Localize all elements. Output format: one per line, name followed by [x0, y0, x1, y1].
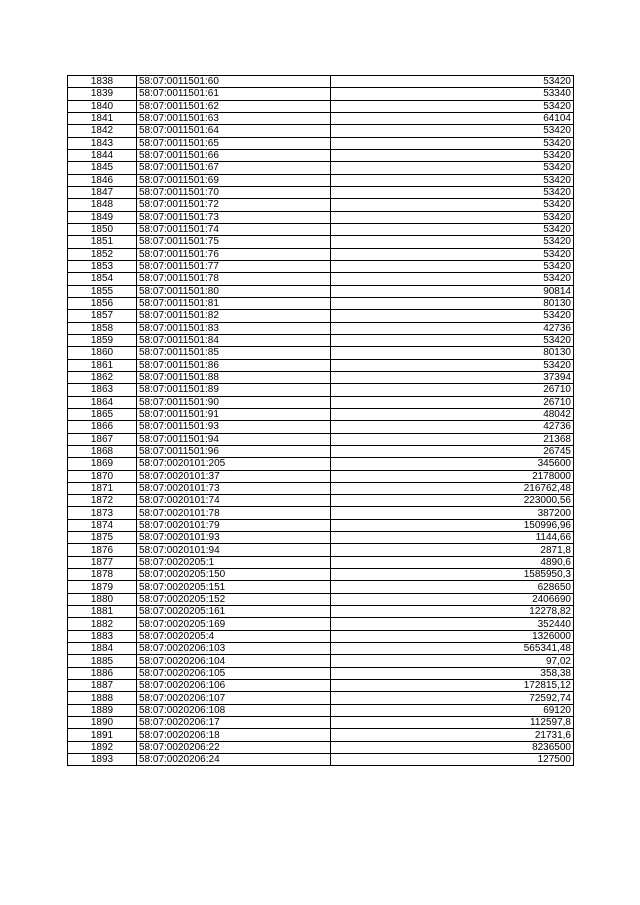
table-row: [68, 655, 574, 667]
row-number: 1862: [68, 371, 137, 383]
table-row: [68, 273, 574, 285]
value-cell: 21731,6: [331, 729, 574, 741]
row-number: 1874: [68, 519, 137, 531]
value-cell: 72592,74: [331, 692, 574, 704]
table-row: [68, 396, 574, 408]
row-number: 1838: [68, 76, 137, 88]
table-row: [68, 754, 574, 766]
table-row: [68, 581, 574, 593]
row-number: 1857: [68, 310, 137, 322]
value-cell: 90814: [331, 285, 574, 297]
table-row: [68, 211, 574, 223]
cadastral-number: 58:07:0020206:17: [137, 717, 331, 729]
table-row: [68, 174, 574, 186]
cadastral-number: 58:07:0011501:90: [137, 396, 331, 408]
cadastral-number: 58:07:0011501:74: [137, 223, 331, 235]
cadastral-number: 58:07:0020206:22: [137, 741, 331, 753]
table-row: [68, 162, 574, 174]
value-cell: 628650: [331, 581, 574, 593]
value-cell: 53420: [331, 199, 574, 211]
table-row: [68, 322, 574, 334]
value-cell: 53420: [331, 236, 574, 248]
table-row: [68, 507, 574, 519]
value-cell: 127500: [331, 754, 574, 766]
row-number: 1873: [68, 507, 137, 519]
value-cell: 53420: [331, 162, 574, 174]
table-row: [68, 433, 574, 445]
row-number: 1878: [68, 569, 137, 581]
value-cell: 223000,56: [331, 495, 574, 507]
cadastral-number: 58:07:0011501:61: [137, 88, 331, 100]
cadastral-number: 58:07:0020101:74: [137, 495, 331, 507]
cadastral-number: 58:07:0020205:152: [137, 593, 331, 605]
row-number: 1860: [68, 347, 137, 359]
cadastral-number: 58:07:0011501:78: [137, 273, 331, 285]
table-row: [68, 137, 574, 149]
table-row: [68, 421, 574, 433]
value-cell: 53420: [331, 211, 574, 223]
cadastral-number: 58:07:0011501:77: [137, 260, 331, 272]
value-cell: 4890,6: [331, 556, 574, 568]
row-number: 1852: [68, 248, 137, 260]
value-cell: 387200: [331, 507, 574, 519]
row-number: 1881: [68, 606, 137, 618]
table-row: [68, 717, 574, 729]
cadastral-number: 58:07:0020205:4: [137, 630, 331, 642]
value-cell: 12278,82: [331, 606, 574, 618]
row-number: 1867: [68, 433, 137, 445]
value-cell: 216762,48: [331, 482, 574, 494]
cadastral-number: 58:07:0011501:83: [137, 322, 331, 334]
cadastral-number: 58:07:0020206:24: [137, 754, 331, 766]
value-cell: 358,38: [331, 667, 574, 679]
row-number: 1842: [68, 125, 137, 137]
cadastral-number: 58:07:0011501:86: [137, 359, 331, 371]
value-cell: 26745: [331, 445, 574, 457]
row-number: 1840: [68, 100, 137, 112]
row-number: 1868: [68, 445, 137, 457]
value-cell: 53420: [331, 359, 574, 371]
table-row: [68, 606, 574, 618]
cadastral-number: 58:07:0011501:69: [137, 174, 331, 186]
cadastral-number: 58:07:0020101:205: [137, 458, 331, 470]
data-table: [67, 75, 574, 766]
table-row: [68, 100, 574, 112]
table-row: [68, 186, 574, 198]
value-cell: 2406690: [331, 593, 574, 605]
row-number: 1892: [68, 741, 137, 753]
value-cell: 53420: [331, 149, 574, 161]
row-number: 1847: [68, 186, 137, 198]
value-cell: 2178000: [331, 470, 574, 482]
row-number: 1854: [68, 273, 137, 285]
cadastral-number: 58:07:0011501:75: [137, 236, 331, 248]
cadastral-number: 58:07:0020101:93: [137, 532, 331, 544]
value-cell: 80130: [331, 297, 574, 309]
table-row: [68, 544, 574, 556]
cadastral-number: 58:07:0011501:65: [137, 137, 331, 149]
value-cell: 42736: [331, 322, 574, 334]
table-row: [68, 458, 574, 470]
row-number: 1883: [68, 630, 137, 642]
table-row: [68, 643, 574, 655]
row-number: 1870: [68, 470, 137, 482]
cadastral-number: 58:07:0011501:63: [137, 112, 331, 124]
table-row: [68, 618, 574, 630]
table-row: [68, 88, 574, 100]
value-cell: 37394: [331, 371, 574, 383]
row-number: 1846: [68, 174, 137, 186]
cadastral-number: 58:07:0011501:72: [137, 199, 331, 211]
cadastral-number: 58:07:0020206:103: [137, 643, 331, 655]
row-number: 1856: [68, 297, 137, 309]
value-cell: 53420: [331, 100, 574, 112]
row-number: 1866: [68, 421, 137, 433]
value-cell: 53420: [331, 273, 574, 285]
cadastral-number: 58:07:0011501:89: [137, 384, 331, 396]
cadastral-number: 58:07:0011501:81: [137, 297, 331, 309]
cadastral-number: 58:07:0020101:73: [137, 482, 331, 494]
row-number: 1889: [68, 704, 137, 716]
table-row: [68, 630, 574, 642]
cadastral-number: 58:07:0011501:84: [137, 334, 331, 346]
row-number: 1890: [68, 717, 137, 729]
table-row: [68, 236, 574, 248]
row-number: 1853: [68, 260, 137, 272]
table-row: [68, 408, 574, 420]
value-cell: 21368: [331, 433, 574, 445]
value-cell: 69120: [331, 704, 574, 716]
value-cell: 565341,48: [331, 643, 574, 655]
value-cell: 172815,12: [331, 680, 574, 692]
table-row: [68, 704, 574, 716]
row-number: 1887: [68, 680, 137, 692]
value-cell: 1144,66: [331, 532, 574, 544]
value-cell: 97,02: [331, 655, 574, 667]
row-number: 1864: [68, 396, 137, 408]
cadastral-number: 58:07:0011501:93: [137, 421, 331, 433]
table-row: [68, 260, 574, 272]
row-number: 1871: [68, 482, 137, 494]
value-cell: 53420: [331, 76, 574, 88]
row-number: 1879: [68, 581, 137, 593]
value-cell: 53420: [331, 186, 574, 198]
cadastral-number: 58:07:0011501:64: [137, 125, 331, 137]
cadastral-number: 58:07:0020205:1: [137, 556, 331, 568]
row-number: 1859: [68, 334, 137, 346]
value-cell: 64104: [331, 112, 574, 124]
row-number: 1843: [68, 137, 137, 149]
row-number: 1845: [68, 162, 137, 174]
row-number: 1884: [68, 643, 137, 655]
value-cell: 26710: [331, 396, 574, 408]
row-number: 1869: [68, 458, 137, 470]
row-number: 1839: [68, 88, 137, 100]
cadastral-number: 58:07:0020101:37: [137, 470, 331, 482]
cadastral-number: 58:07:0020101:78: [137, 507, 331, 519]
table-body: [68, 76, 574, 766]
cadastral-number: 58:07:0020206:107: [137, 692, 331, 704]
cadastral-number: 58:07:0020206:104: [137, 655, 331, 667]
value-cell: 53420: [331, 174, 574, 186]
row-number: 1863: [68, 384, 137, 396]
table-row: [68, 76, 574, 88]
row-number: 1885: [68, 655, 137, 667]
value-cell: 352440: [331, 618, 574, 630]
table-row: [68, 667, 574, 679]
table-row: [68, 285, 574, 297]
cadastral-number: 58:07:0011501:62: [137, 100, 331, 112]
table-row: [68, 149, 574, 161]
table-row: [68, 199, 574, 211]
cadastral-number: 58:07:0011501:88: [137, 371, 331, 383]
table-row: [68, 470, 574, 482]
cadastral-number: 58:07:0011501:67: [137, 162, 331, 174]
cadastral-number: 58:07:0020205:151: [137, 581, 331, 593]
cadastral-number: 58:07:0011501:96: [137, 445, 331, 457]
value-cell: 42736: [331, 421, 574, 433]
table-row: [68, 569, 574, 581]
table-row: [68, 729, 574, 741]
cadastral-number: 58:07:0020206:106: [137, 680, 331, 692]
table-row: [68, 556, 574, 568]
cadastral-number: 58:07:0020206:105: [137, 667, 331, 679]
cadastral-number: 58:07:0020206:108: [137, 704, 331, 716]
table-row: [68, 125, 574, 137]
table-row: [68, 347, 574, 359]
table-row: [68, 112, 574, 124]
row-number: 1877: [68, 556, 137, 568]
table-row: [68, 519, 574, 531]
value-cell: 26710: [331, 384, 574, 396]
value-cell: 345600: [331, 458, 574, 470]
value-cell: 48042: [331, 408, 574, 420]
cadastral-number: 58:07:0011501:80: [137, 285, 331, 297]
row-number: 1858: [68, 322, 137, 334]
table-row: [68, 223, 574, 235]
table-row: [68, 310, 574, 322]
cadastral-number: 58:07:0011501:91: [137, 408, 331, 420]
row-number: 1891: [68, 729, 137, 741]
cadastral-number: 58:07:0020205:161: [137, 606, 331, 618]
table-row: [68, 593, 574, 605]
cadastral-number: 58:07:0020101:94: [137, 544, 331, 556]
value-cell: 112597,8: [331, 717, 574, 729]
row-number: 1844: [68, 149, 137, 161]
row-number: 1841: [68, 112, 137, 124]
table-row: [68, 334, 574, 346]
table-row: [68, 495, 574, 507]
row-number: 1876: [68, 544, 137, 556]
row-number: 1875: [68, 532, 137, 544]
table-row: [68, 248, 574, 260]
cadastral-number: 58:07:0020205:150: [137, 569, 331, 581]
table-row: [68, 692, 574, 704]
value-cell: 8236500: [331, 741, 574, 753]
table-row: [68, 680, 574, 692]
table-row: [68, 445, 574, 457]
row-number: 1861: [68, 359, 137, 371]
table-row: [68, 741, 574, 753]
value-cell: 53420: [331, 260, 574, 272]
row-number: 1848: [68, 199, 137, 211]
value-cell: 80130: [331, 347, 574, 359]
table-row: [68, 371, 574, 383]
row-number: 1882: [68, 618, 137, 630]
table-row: [68, 297, 574, 309]
cadastral-number: 58:07:0011501:70: [137, 186, 331, 198]
cadastral-number: 58:07:0011501:94: [137, 433, 331, 445]
row-number: 1855: [68, 285, 137, 297]
value-cell: 53420: [331, 223, 574, 235]
row-number: 1888: [68, 692, 137, 704]
value-cell: 53340: [331, 88, 574, 100]
table-row: [68, 359, 574, 371]
cadastral-number: 58:07:0011501:66: [137, 149, 331, 161]
value-cell: 53420: [331, 248, 574, 260]
value-cell: 53420: [331, 334, 574, 346]
table-row: [68, 384, 574, 396]
cadastral-number: 58:07:0011501:60: [137, 76, 331, 88]
table-row: [68, 482, 574, 494]
row-number: 1872: [68, 495, 137, 507]
value-cell: 2871,8: [331, 544, 574, 556]
cadastral-number: 58:07:0011501:73: [137, 211, 331, 223]
row-number: 1865: [68, 408, 137, 420]
row-number: 1850: [68, 223, 137, 235]
row-number: 1880: [68, 593, 137, 605]
row-number: 1849: [68, 211, 137, 223]
cadastral-number: 58:07:0011501:82: [137, 310, 331, 322]
row-number: 1851: [68, 236, 137, 248]
cadastral-number: 58:07:0020206:18: [137, 729, 331, 741]
value-cell: 53420: [331, 310, 574, 322]
value-cell: 1326000: [331, 630, 574, 642]
table-row: [68, 532, 574, 544]
cadastral-number: 58:07:0011501:85: [137, 347, 331, 359]
cadastral-number: 58:07:0011501:76: [137, 248, 331, 260]
value-cell: 53420: [331, 137, 574, 149]
cadastral-number: 58:07:0020205:169: [137, 618, 331, 630]
value-cell: 1585950,3: [331, 569, 574, 581]
value-cell: 150996,96: [331, 519, 574, 531]
row-number: 1886: [68, 667, 137, 679]
cadastral-number: 58:07:0020101:79: [137, 519, 331, 531]
row-number: 1893: [68, 754, 137, 766]
value-cell: 53420: [331, 125, 574, 137]
